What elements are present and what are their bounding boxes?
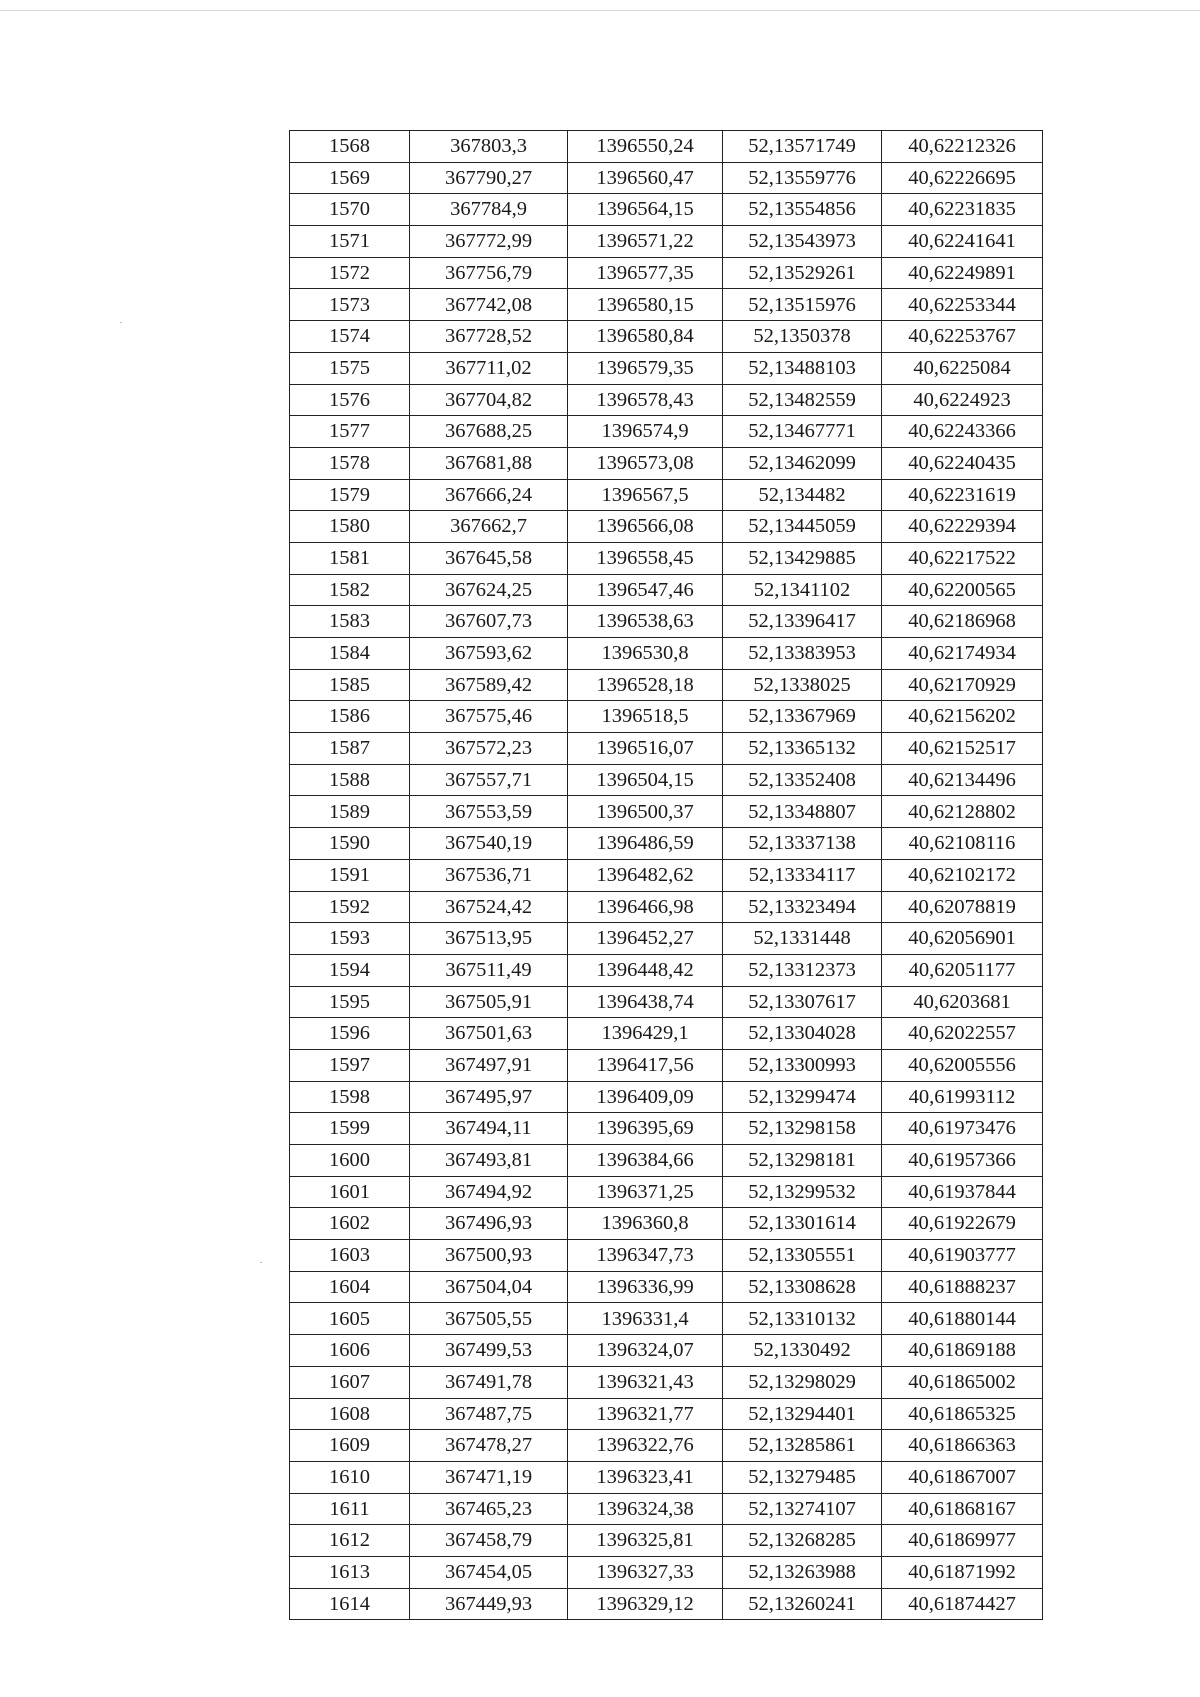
table-row — [290, 1176, 1043, 1208]
table-row — [290, 1366, 1043, 1398]
latitude-cell: 52,13285861 — [723, 1430, 882, 1462]
latitude-cell: 52,13515976 — [723, 289, 882, 321]
table-row — [290, 669, 1043, 701]
y-coordinate-cell: 1396579,35 — [568, 352, 723, 384]
point-number-cell: 1600 — [290, 1145, 410, 1177]
latitude-cell: 52,13305551 — [723, 1240, 882, 1272]
table-row — [290, 1398, 1043, 1430]
y-coordinate-cell: 1396547,46 — [568, 574, 723, 606]
y-coordinate-cell: 1396530,8 — [568, 638, 723, 670]
y-coordinate-cell: 1396578,43 — [568, 384, 723, 416]
longitude-cell: 40,61867007 — [882, 1461, 1043, 1493]
latitude-cell: 52,13462099 — [723, 447, 882, 479]
table-row — [290, 1556, 1043, 1588]
longitude-cell: 40,61937844 — [882, 1176, 1043, 1208]
latitude-cell: 52,1341102 — [723, 574, 882, 606]
y-coordinate-cell: 1396324,38 — [568, 1493, 723, 1525]
longitude-cell: 40,62134496 — [882, 764, 1043, 796]
point-number-cell: 1609 — [290, 1430, 410, 1462]
y-coordinate-cell: 1396538,63 — [568, 606, 723, 638]
table-row — [290, 1145, 1043, 1177]
latitude-cell: 52,13352408 — [723, 764, 882, 796]
x-coordinate-cell: 367465,23 — [410, 1493, 568, 1525]
table-row — [290, 1493, 1043, 1525]
y-coordinate-cell: 1396566,08 — [568, 511, 723, 543]
point-number-cell: 1598 — [290, 1081, 410, 1113]
y-coordinate-cell: 1396409,09 — [568, 1081, 723, 1113]
latitude-cell: 52,134482 — [723, 479, 882, 511]
x-coordinate-cell: 367491,78 — [410, 1366, 568, 1398]
point-number-cell: 1583 — [290, 606, 410, 638]
point-number-cell: 1587 — [290, 733, 410, 765]
latitude-cell: 52,13308628 — [723, 1271, 882, 1303]
longitude-cell: 40,62241641 — [882, 226, 1043, 258]
y-coordinate-cell: 1396331,4 — [568, 1303, 723, 1335]
point-number-cell: 1585 — [290, 669, 410, 701]
y-coordinate-cell: 1396321,43 — [568, 1366, 723, 1398]
latitude-cell: 52,13299474 — [723, 1081, 882, 1113]
point-number-cell: 1611 — [290, 1493, 410, 1525]
point-number-cell: 1570 — [290, 194, 410, 226]
latitude-cell: 52,13367969 — [723, 701, 882, 733]
longitude-cell: 40,62231619 — [882, 479, 1043, 511]
latitude-cell: 52,13304028 — [723, 1018, 882, 1050]
point-number-cell: 1579 — [290, 479, 410, 511]
y-coordinate-cell: 1396438,74 — [568, 986, 723, 1018]
latitude-cell: 52,13365132 — [723, 733, 882, 765]
x-coordinate-cell: 367557,71 — [410, 764, 568, 796]
point-number-cell: 1572 — [290, 257, 410, 289]
point-number-cell: 1580 — [290, 511, 410, 543]
longitude-cell: 40,62243366 — [882, 416, 1043, 448]
y-coordinate-cell: 1396486,59 — [568, 828, 723, 860]
table-row — [290, 447, 1043, 479]
latitude-cell: 52,13268285 — [723, 1525, 882, 1557]
y-coordinate-cell: 1396573,08 — [568, 447, 723, 479]
y-coordinate-cell: 1396321,77 — [568, 1398, 723, 1430]
longitude-cell: 40,62170929 — [882, 669, 1043, 701]
x-coordinate-cell: 367704,82 — [410, 384, 568, 416]
table-row — [290, 1240, 1043, 1272]
longitude-cell: 40,62231835 — [882, 194, 1043, 226]
y-coordinate-cell: 1396560,47 — [568, 162, 723, 194]
x-coordinate-cell: 367742,08 — [410, 289, 568, 321]
x-coordinate-cell: 367728,52 — [410, 321, 568, 353]
x-coordinate-cell: 367589,42 — [410, 669, 568, 701]
y-coordinate-cell: 1396574,9 — [568, 416, 723, 448]
table-row — [290, 638, 1043, 670]
coordinates-table-body — [290, 131, 1043, 1620]
point-number-cell: 1578 — [290, 447, 410, 479]
point-number-cell: 1605 — [290, 1303, 410, 1335]
y-coordinate-cell: 1396558,45 — [568, 542, 723, 574]
table-row — [290, 1335, 1043, 1367]
latitude-cell: 52,13298029 — [723, 1366, 882, 1398]
table-row — [290, 891, 1043, 923]
point-number-cell: 1590 — [290, 828, 410, 860]
table-row — [290, 1461, 1043, 1493]
table-row — [290, 416, 1043, 448]
x-coordinate-cell: 367553,59 — [410, 796, 568, 828]
table-row — [290, 828, 1043, 860]
y-coordinate-cell: 1396329,12 — [568, 1588, 723, 1620]
y-coordinate-cell: 1396322,76 — [568, 1430, 723, 1462]
longitude-cell: 40,62022557 — [882, 1018, 1043, 1050]
table-row — [290, 542, 1043, 574]
longitude-cell: 40,6225084 — [882, 352, 1043, 384]
x-coordinate-cell: 367454,05 — [410, 1556, 568, 1588]
x-coordinate-cell: 367575,46 — [410, 701, 568, 733]
longitude-cell: 40,61866363 — [882, 1430, 1043, 1462]
point-number-cell: 1589 — [290, 796, 410, 828]
latitude-cell: 52,13298158 — [723, 1113, 882, 1145]
x-coordinate-cell: 367511,49 — [410, 954, 568, 986]
y-coordinate-cell: 1396567,5 — [568, 479, 723, 511]
point-number-cell: 1596 — [290, 1018, 410, 1050]
latitude-cell: 52,13307617 — [723, 986, 882, 1018]
latitude-cell: 52,13482559 — [723, 384, 882, 416]
x-coordinate-cell: 367790,27 — [410, 162, 568, 194]
latitude-cell: 52,13337138 — [723, 828, 882, 860]
longitude-cell: 40,62005556 — [882, 1049, 1043, 1081]
table-row — [290, 733, 1043, 765]
latitude-cell: 52,13263988 — [723, 1556, 882, 1588]
longitude-cell: 40,62229394 — [882, 511, 1043, 543]
point-number-cell: 1608 — [290, 1398, 410, 1430]
table-row — [290, 701, 1043, 733]
x-coordinate-cell: 367478,27 — [410, 1430, 568, 1462]
point-number-cell: 1584 — [290, 638, 410, 670]
y-coordinate-cell: 1396580,84 — [568, 321, 723, 353]
x-coordinate-cell: 367524,42 — [410, 891, 568, 923]
point-number-cell: 1614 — [290, 1588, 410, 1620]
latitude-cell: 52,13348807 — [723, 796, 882, 828]
coordinates-table — [289, 130, 1043, 1620]
x-coordinate-cell: 367662,7 — [410, 511, 568, 543]
latitude-cell: 52,13571749 — [723, 131, 882, 163]
longitude-cell: 40,62253767 — [882, 321, 1043, 353]
longitude-cell: 40,61880144 — [882, 1303, 1043, 1335]
point-number-cell: 1575 — [290, 352, 410, 384]
point-number-cell: 1586 — [290, 701, 410, 733]
longitude-cell: 40,62078819 — [882, 891, 1043, 923]
x-coordinate-cell: 367505,55 — [410, 1303, 568, 1335]
table-row — [290, 194, 1043, 226]
point-number-cell: 1612 — [290, 1525, 410, 1557]
longitude-cell: 40,61865002 — [882, 1366, 1043, 1398]
longitude-cell: 40,62253344 — [882, 289, 1043, 321]
point-number-cell: 1594 — [290, 954, 410, 986]
point-number-cell: 1571 — [290, 226, 410, 258]
longitude-cell: 40,62102172 — [882, 859, 1043, 891]
latitude-cell: 52,13467771 — [723, 416, 882, 448]
x-coordinate-cell: 367607,73 — [410, 606, 568, 638]
y-coordinate-cell: 1396571,22 — [568, 226, 723, 258]
x-coordinate-cell: 367487,75 — [410, 1398, 568, 1430]
x-coordinate-cell: 367624,25 — [410, 574, 568, 606]
x-coordinate-cell: 367711,02 — [410, 352, 568, 384]
y-coordinate-cell: 1396360,8 — [568, 1208, 723, 1240]
table-row — [290, 1049, 1043, 1081]
y-coordinate-cell: 1396395,69 — [568, 1113, 723, 1145]
table-row — [290, 511, 1043, 543]
table-row — [290, 289, 1043, 321]
longitude-cell: 40,61865325 — [882, 1398, 1043, 1430]
y-coordinate-cell: 1396429,1 — [568, 1018, 723, 1050]
y-coordinate-cell: 1396516,07 — [568, 733, 723, 765]
y-coordinate-cell: 1396577,35 — [568, 257, 723, 289]
x-coordinate-cell: 367784,9 — [410, 194, 568, 226]
x-coordinate-cell: 367458,79 — [410, 1525, 568, 1557]
longitude-cell: 40,61871992 — [882, 1556, 1043, 1588]
point-number-cell: 1588 — [290, 764, 410, 796]
table-row — [290, 1588, 1043, 1620]
table-row — [290, 479, 1043, 511]
longitude-cell: 40,61903777 — [882, 1240, 1043, 1272]
latitude-cell: 52,13300993 — [723, 1049, 882, 1081]
x-coordinate-cell: 367536,71 — [410, 859, 568, 891]
latitude-cell: 52,13429885 — [723, 542, 882, 574]
latitude-cell: 52,13312373 — [723, 954, 882, 986]
table-row — [290, 859, 1043, 891]
longitude-cell: 40,62108116 — [882, 828, 1043, 860]
table-row — [290, 1525, 1043, 1557]
x-coordinate-cell: 367681,88 — [410, 447, 568, 479]
table-row — [290, 384, 1043, 416]
longitude-cell: 40,62249891 — [882, 257, 1043, 289]
longitude-cell: 40,61869188 — [882, 1335, 1043, 1367]
longitude-cell: 40,61957366 — [882, 1145, 1043, 1177]
y-coordinate-cell: 1396452,27 — [568, 923, 723, 955]
latitude-cell: 52,13301614 — [723, 1208, 882, 1240]
x-coordinate-cell: 367500,93 — [410, 1240, 568, 1272]
longitude-cell: 40,62152517 — [882, 733, 1043, 765]
y-coordinate-cell: 1396324,07 — [568, 1335, 723, 1367]
latitude-cell: 52,13559776 — [723, 162, 882, 194]
table-row — [290, 764, 1043, 796]
table-row — [290, 796, 1043, 828]
latitude-cell: 52,1338025 — [723, 669, 882, 701]
latitude-cell: 52,13383953 — [723, 638, 882, 670]
longitude-cell: 40,61869977 — [882, 1525, 1043, 1557]
latitude-cell: 52,13279485 — [723, 1461, 882, 1493]
x-coordinate-cell: 367756,79 — [410, 257, 568, 289]
x-coordinate-cell: 367803,3 — [410, 131, 568, 163]
y-coordinate-cell: 1396504,15 — [568, 764, 723, 796]
y-coordinate-cell: 1396371,25 — [568, 1176, 723, 1208]
latitude-cell: 52,13334117 — [723, 859, 882, 891]
table-row — [290, 986, 1043, 1018]
x-coordinate-cell: 367496,93 — [410, 1208, 568, 1240]
x-coordinate-cell: 367493,81 — [410, 1145, 568, 1177]
x-coordinate-cell: 367572,23 — [410, 733, 568, 765]
table-row — [290, 1303, 1043, 1335]
y-coordinate-cell: 1396325,81 — [568, 1525, 723, 1557]
y-coordinate-cell: 1396580,15 — [568, 289, 723, 321]
table-row — [290, 226, 1043, 258]
x-coordinate-cell: 367499,53 — [410, 1335, 568, 1367]
x-coordinate-cell: 367471,19 — [410, 1461, 568, 1493]
latitude-cell: 52,13298181 — [723, 1145, 882, 1177]
point-number-cell: 1591 — [290, 859, 410, 891]
table-row — [290, 1430, 1043, 1462]
x-coordinate-cell: 367645,58 — [410, 542, 568, 574]
point-number-cell: 1604 — [290, 1271, 410, 1303]
latitude-cell: 52,13274107 — [723, 1493, 882, 1525]
longitude-cell: 40,62200565 — [882, 574, 1043, 606]
point-number-cell: 1593 — [290, 923, 410, 955]
x-coordinate-cell: 367513,95 — [410, 923, 568, 955]
longitude-cell: 40,62240435 — [882, 447, 1043, 479]
point-number-cell: 1581 — [290, 542, 410, 574]
latitude-cell: 52,1350378 — [723, 321, 882, 353]
y-coordinate-cell: 1396528,18 — [568, 669, 723, 701]
longitude-cell: 40,61888237 — [882, 1271, 1043, 1303]
y-coordinate-cell: 1396482,62 — [568, 859, 723, 891]
y-coordinate-cell: 1396448,42 — [568, 954, 723, 986]
latitude-cell: 52,13396417 — [723, 606, 882, 638]
point-number-cell: 1599 — [290, 1113, 410, 1145]
longitude-cell: 40,62212326 — [882, 131, 1043, 163]
latitude-cell: 52,13488103 — [723, 352, 882, 384]
longitude-cell: 40,6224923 — [882, 384, 1043, 416]
y-coordinate-cell: 1396323,41 — [568, 1461, 723, 1493]
latitude-cell: 52,13310132 — [723, 1303, 882, 1335]
y-coordinate-cell: 1396564,15 — [568, 194, 723, 226]
latitude-cell: 52,13554856 — [723, 194, 882, 226]
table-row — [290, 1113, 1043, 1145]
y-coordinate-cell: 1396327,33 — [568, 1556, 723, 1588]
longitude-cell: 40,61874427 — [882, 1588, 1043, 1620]
y-coordinate-cell: 1396384,66 — [568, 1145, 723, 1177]
point-number-cell: 1603 — [290, 1240, 410, 1272]
table-row — [290, 923, 1043, 955]
x-coordinate-cell: 367449,93 — [410, 1588, 568, 1620]
x-coordinate-cell: 367494,92 — [410, 1176, 568, 1208]
latitude-cell: 52,1331448 — [723, 923, 882, 955]
longitude-cell: 40,62051177 — [882, 954, 1043, 986]
longitude-cell: 40,62056901 — [882, 923, 1043, 955]
table-row — [290, 574, 1043, 606]
table-row — [290, 257, 1043, 289]
x-coordinate-cell: 367501,63 — [410, 1018, 568, 1050]
point-number-cell: 1582 — [290, 574, 410, 606]
x-coordinate-cell: 367494,11 — [410, 1113, 568, 1145]
latitude-cell: 52,13529261 — [723, 257, 882, 289]
x-coordinate-cell: 367495,97 — [410, 1081, 568, 1113]
table-row — [290, 954, 1043, 986]
point-number-cell: 1607 — [290, 1366, 410, 1398]
scan-top-edge — [0, 10, 1200, 11]
scan-speck — [120, 322, 122, 323]
longitude-cell: 40,62217522 — [882, 542, 1043, 574]
x-coordinate-cell: 367504,04 — [410, 1271, 568, 1303]
longitude-cell: 40,61973476 — [882, 1113, 1043, 1145]
table-row — [290, 162, 1043, 194]
point-number-cell: 1613 — [290, 1556, 410, 1588]
x-coordinate-cell: 367688,25 — [410, 416, 568, 448]
table-row — [290, 1081, 1043, 1113]
table-row — [290, 1018, 1043, 1050]
point-number-cell: 1602 — [290, 1208, 410, 1240]
latitude-cell: 52,13299532 — [723, 1176, 882, 1208]
point-number-cell: 1610 — [290, 1461, 410, 1493]
scan-speck — [260, 1262, 262, 1263]
point-number-cell: 1568 — [290, 131, 410, 163]
latitude-cell: 52,1330492 — [723, 1335, 882, 1367]
point-number-cell: 1601 — [290, 1176, 410, 1208]
y-coordinate-cell: 1396466,98 — [568, 891, 723, 923]
y-coordinate-cell: 1396336,99 — [568, 1271, 723, 1303]
longitude-cell: 40,62226695 — [882, 162, 1043, 194]
latitude-cell: 52,13543973 — [723, 226, 882, 258]
point-number-cell: 1595 — [290, 986, 410, 1018]
point-number-cell: 1576 — [290, 384, 410, 416]
table-row — [290, 321, 1043, 353]
latitude-cell: 52,13445059 — [723, 511, 882, 543]
table-row — [290, 131, 1043, 163]
longitude-cell: 40,62156202 — [882, 701, 1043, 733]
point-number-cell: 1574 — [290, 321, 410, 353]
point-number-cell: 1592 — [290, 891, 410, 923]
longitude-cell: 40,61993112 — [882, 1081, 1043, 1113]
longitude-cell: 40,61922679 — [882, 1208, 1043, 1240]
y-coordinate-cell: 1396417,56 — [568, 1049, 723, 1081]
table-row — [290, 1271, 1043, 1303]
latitude-cell: 52,13294401 — [723, 1398, 882, 1430]
x-coordinate-cell: 367666,24 — [410, 479, 568, 511]
longitude-cell: 40,61868167 — [882, 1493, 1043, 1525]
table-row — [290, 606, 1043, 638]
x-coordinate-cell: 367593,62 — [410, 638, 568, 670]
longitude-cell: 40,62186968 — [882, 606, 1043, 638]
point-number-cell: 1573 — [290, 289, 410, 321]
longitude-cell: 40,62174934 — [882, 638, 1043, 670]
x-coordinate-cell: 367497,91 — [410, 1049, 568, 1081]
point-number-cell: 1569 — [290, 162, 410, 194]
point-number-cell: 1597 — [290, 1049, 410, 1081]
latitude-cell: 52,13260241 — [723, 1588, 882, 1620]
y-coordinate-cell: 1396550,24 — [568, 131, 723, 163]
latitude-cell: 52,13323494 — [723, 891, 882, 923]
x-coordinate-cell: 367772,99 — [410, 226, 568, 258]
table-row — [290, 352, 1043, 384]
point-number-cell: 1606 — [290, 1335, 410, 1367]
longitude-cell: 40,6203681 — [882, 986, 1043, 1018]
table-row — [290, 1208, 1043, 1240]
x-coordinate-cell: 367540,19 — [410, 828, 568, 860]
longitude-cell: 40,62128802 — [882, 796, 1043, 828]
point-number-cell: 1577 — [290, 416, 410, 448]
y-coordinate-cell: 1396518,5 — [568, 701, 723, 733]
y-coordinate-cell: 1396347,73 — [568, 1240, 723, 1272]
x-coordinate-cell: 367505,91 — [410, 986, 568, 1018]
y-coordinate-cell: 1396500,37 — [568, 796, 723, 828]
